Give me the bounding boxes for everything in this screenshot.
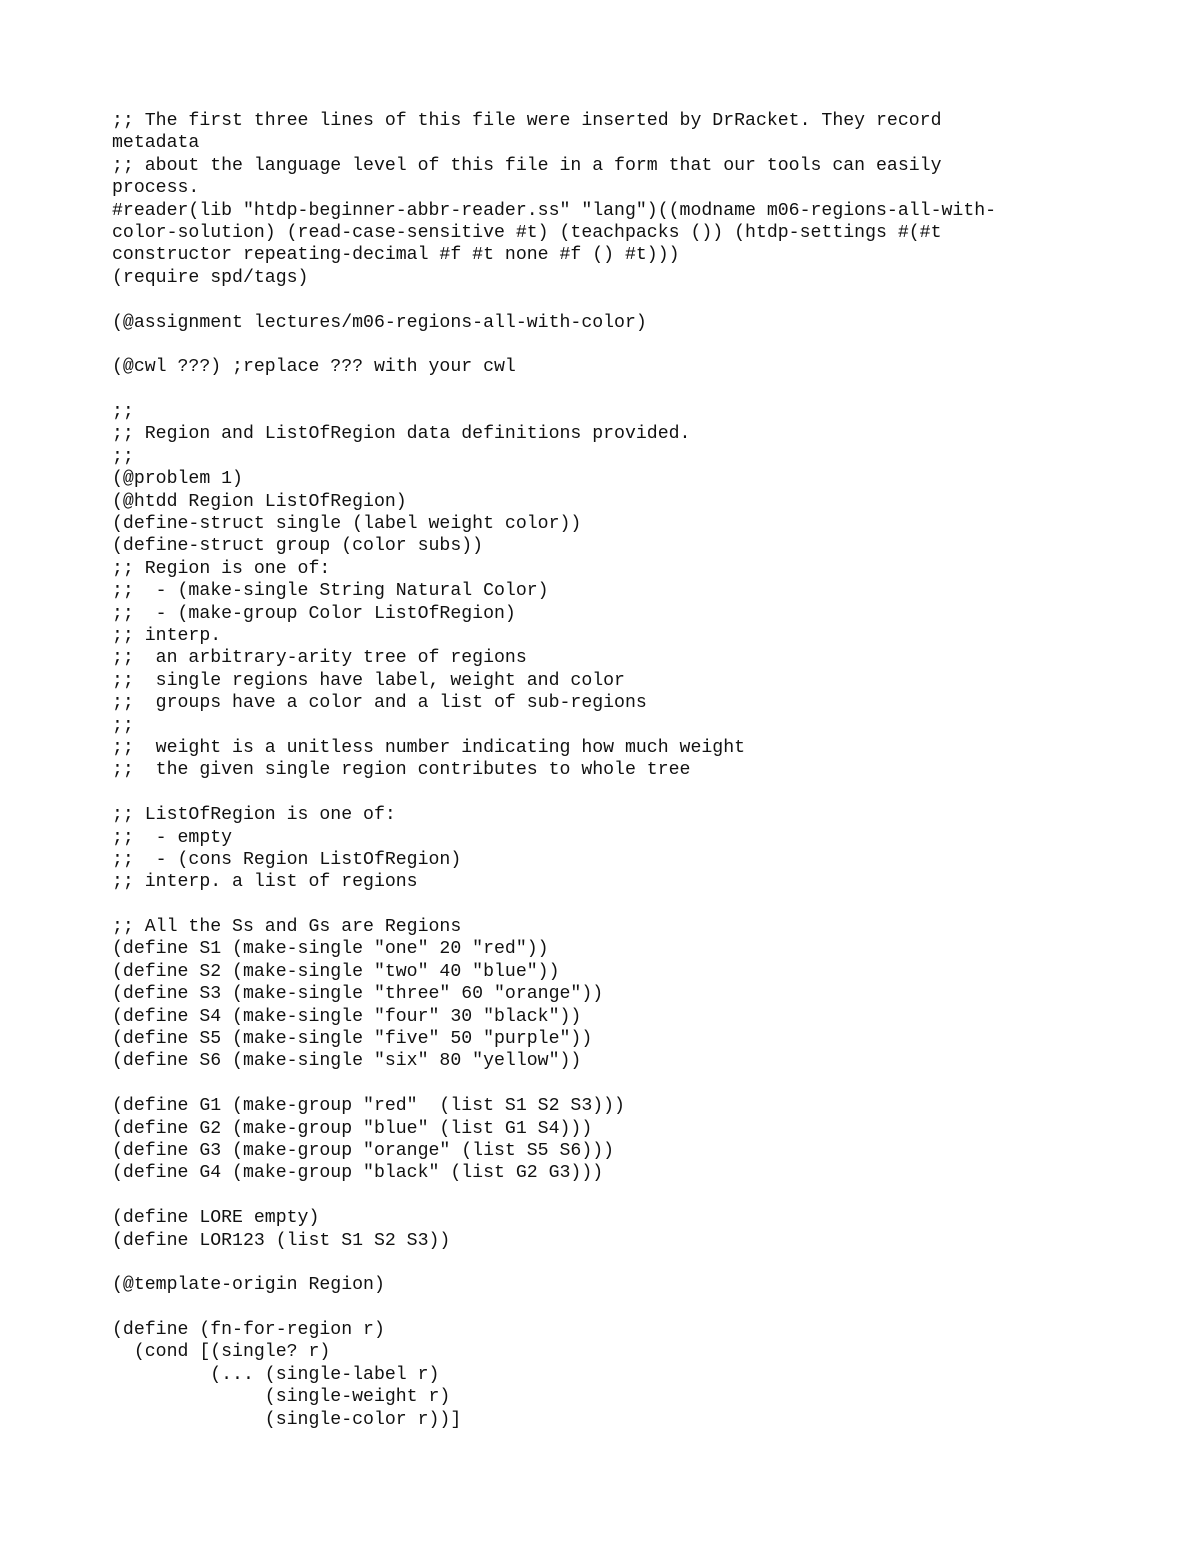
code-line: (@template-origin Region) (112, 1275, 385, 1296)
code-line: (define-struct single (label weight color)) (112, 514, 582, 535)
code-line (112, 1297, 1112, 1319)
code-line: (define S4 (make-single "four" 30 "black")) (112, 1006, 582, 1027)
code-line: ;; the given single region contributes to whole tree (112, 760, 691, 781)
code-line (112, 782, 1112, 804)
code-line: (single-color r))] (112, 1409, 462, 1430)
code-line: (@cwl ???) ;replace ??? with your cwl (112, 357, 516, 378)
code-line (112, 1073, 1112, 1095)
code-line: (... (single-label r) (112, 1364, 440, 1385)
code-line: ;; All the Ss and Gs are Regions (112, 917, 462, 938)
code-line: (@assignment lectures/m06-regions-all-with-color) (112, 312, 647, 333)
code-line (112, 334, 1112, 356)
code-line: constructor repeating-decimal #f #t none #f () #t))) (112, 245, 680, 266)
code-line: (define LOR123 (list S1 S2 S3)) (112, 1230, 451, 1251)
code-line: process. (112, 178, 200, 199)
code-line: ;; - (make-single String Natural Color) (112, 581, 549, 602)
code-line: ;; groups have a color and a list of sub-regions (112, 693, 647, 714)
code-line: (define LORE empty) (112, 1208, 320, 1229)
code-line: (define G4 (make-group "black" (list G2 G3))) (112, 1163, 604, 1184)
code-line: (single-weight r) (112, 1387, 451, 1408)
code-line: ;; Region is one of: (112, 558, 331, 579)
code-line: ;; (112, 402, 134, 423)
code-line: (define S5 (make-single "five" 50 "purple")) (112, 1029, 593, 1050)
code-line: ;; ListOfRegion is one of: (112, 805, 396, 826)
code-line: ;; about the language level of this file in a form that our tools can easily (112, 155, 942, 176)
code-line: ;; (112, 715, 134, 736)
code-line: (define G2 (make-group "blue" (list G1 S4))) (112, 1118, 593, 1139)
code-line: (define G3 (make-group "orange" (list S5 S6))) (112, 1140, 615, 1161)
code-line: (define S3 (make-single "three" 60 "orange")) (112, 984, 604, 1005)
code-line: ;; single regions have label, weight and color (112, 670, 625, 691)
code-listing (112, 110, 1112, 1431)
code-line: #reader(lib "htdp-beginner-abbr-reader.ss" "lang")((modname m06-regions-all-with- (112, 200, 997, 221)
code-line: (define-struct group (color subs)) (112, 536, 484, 557)
code-line: ;; - (make-group Color ListOfRegion) (112, 603, 516, 624)
code-line (112, 1252, 1112, 1274)
code-line: ;; - empty (112, 827, 233, 848)
code-line: (define G1 (make-group "red" (list S1 S2 S3))) (112, 1096, 625, 1117)
code-line: ;; weight is a unitless number indicating how much weight (112, 737, 746, 758)
code-line: ;; interp. (112, 625, 222, 646)
code-line: color-solution) (read-case-sensitive #t) (teachpacks ()) (htdp-settings #(#t (112, 222, 942, 243)
code-line: ;; an arbitrary-arity tree of regions (112, 648, 527, 669)
code-line: (define S1 (make-single "one" 20 "red")) (112, 939, 549, 960)
code-line: ;; The first three lines of this file were inserted by DrRacket. They record (112, 111, 942, 131)
code-line: ;; interp. a list of regions (112, 872, 418, 893)
code-line: (define S6 (make-single "six" 80 "yellow")) (112, 1051, 582, 1072)
code-line (112, 894, 1112, 916)
code-line: ;; Region and ListOfRegion data definitions provided. (112, 424, 691, 445)
code-line (112, 289, 1112, 311)
code-line: (require spd/tags) (112, 267, 309, 288)
code-line: (@problem 1) (112, 469, 243, 490)
code-line: ;; - (cons Region ListOfRegion) (112, 849, 462, 870)
code-line: (define (fn-for-region r) (112, 1320, 385, 1341)
code-line: (define S2 (make-single "two" 40 "blue")) (112, 961, 560, 982)
code-line: metadata (112, 133, 200, 154)
code-line (112, 1185, 1112, 1207)
code-line: ;; (112, 446, 134, 467)
code-line (112, 379, 1112, 401)
code-line: (@htdd Region ListOfRegion) (112, 491, 407, 512)
code-line: (cond [(single? r) (112, 1342, 331, 1363)
